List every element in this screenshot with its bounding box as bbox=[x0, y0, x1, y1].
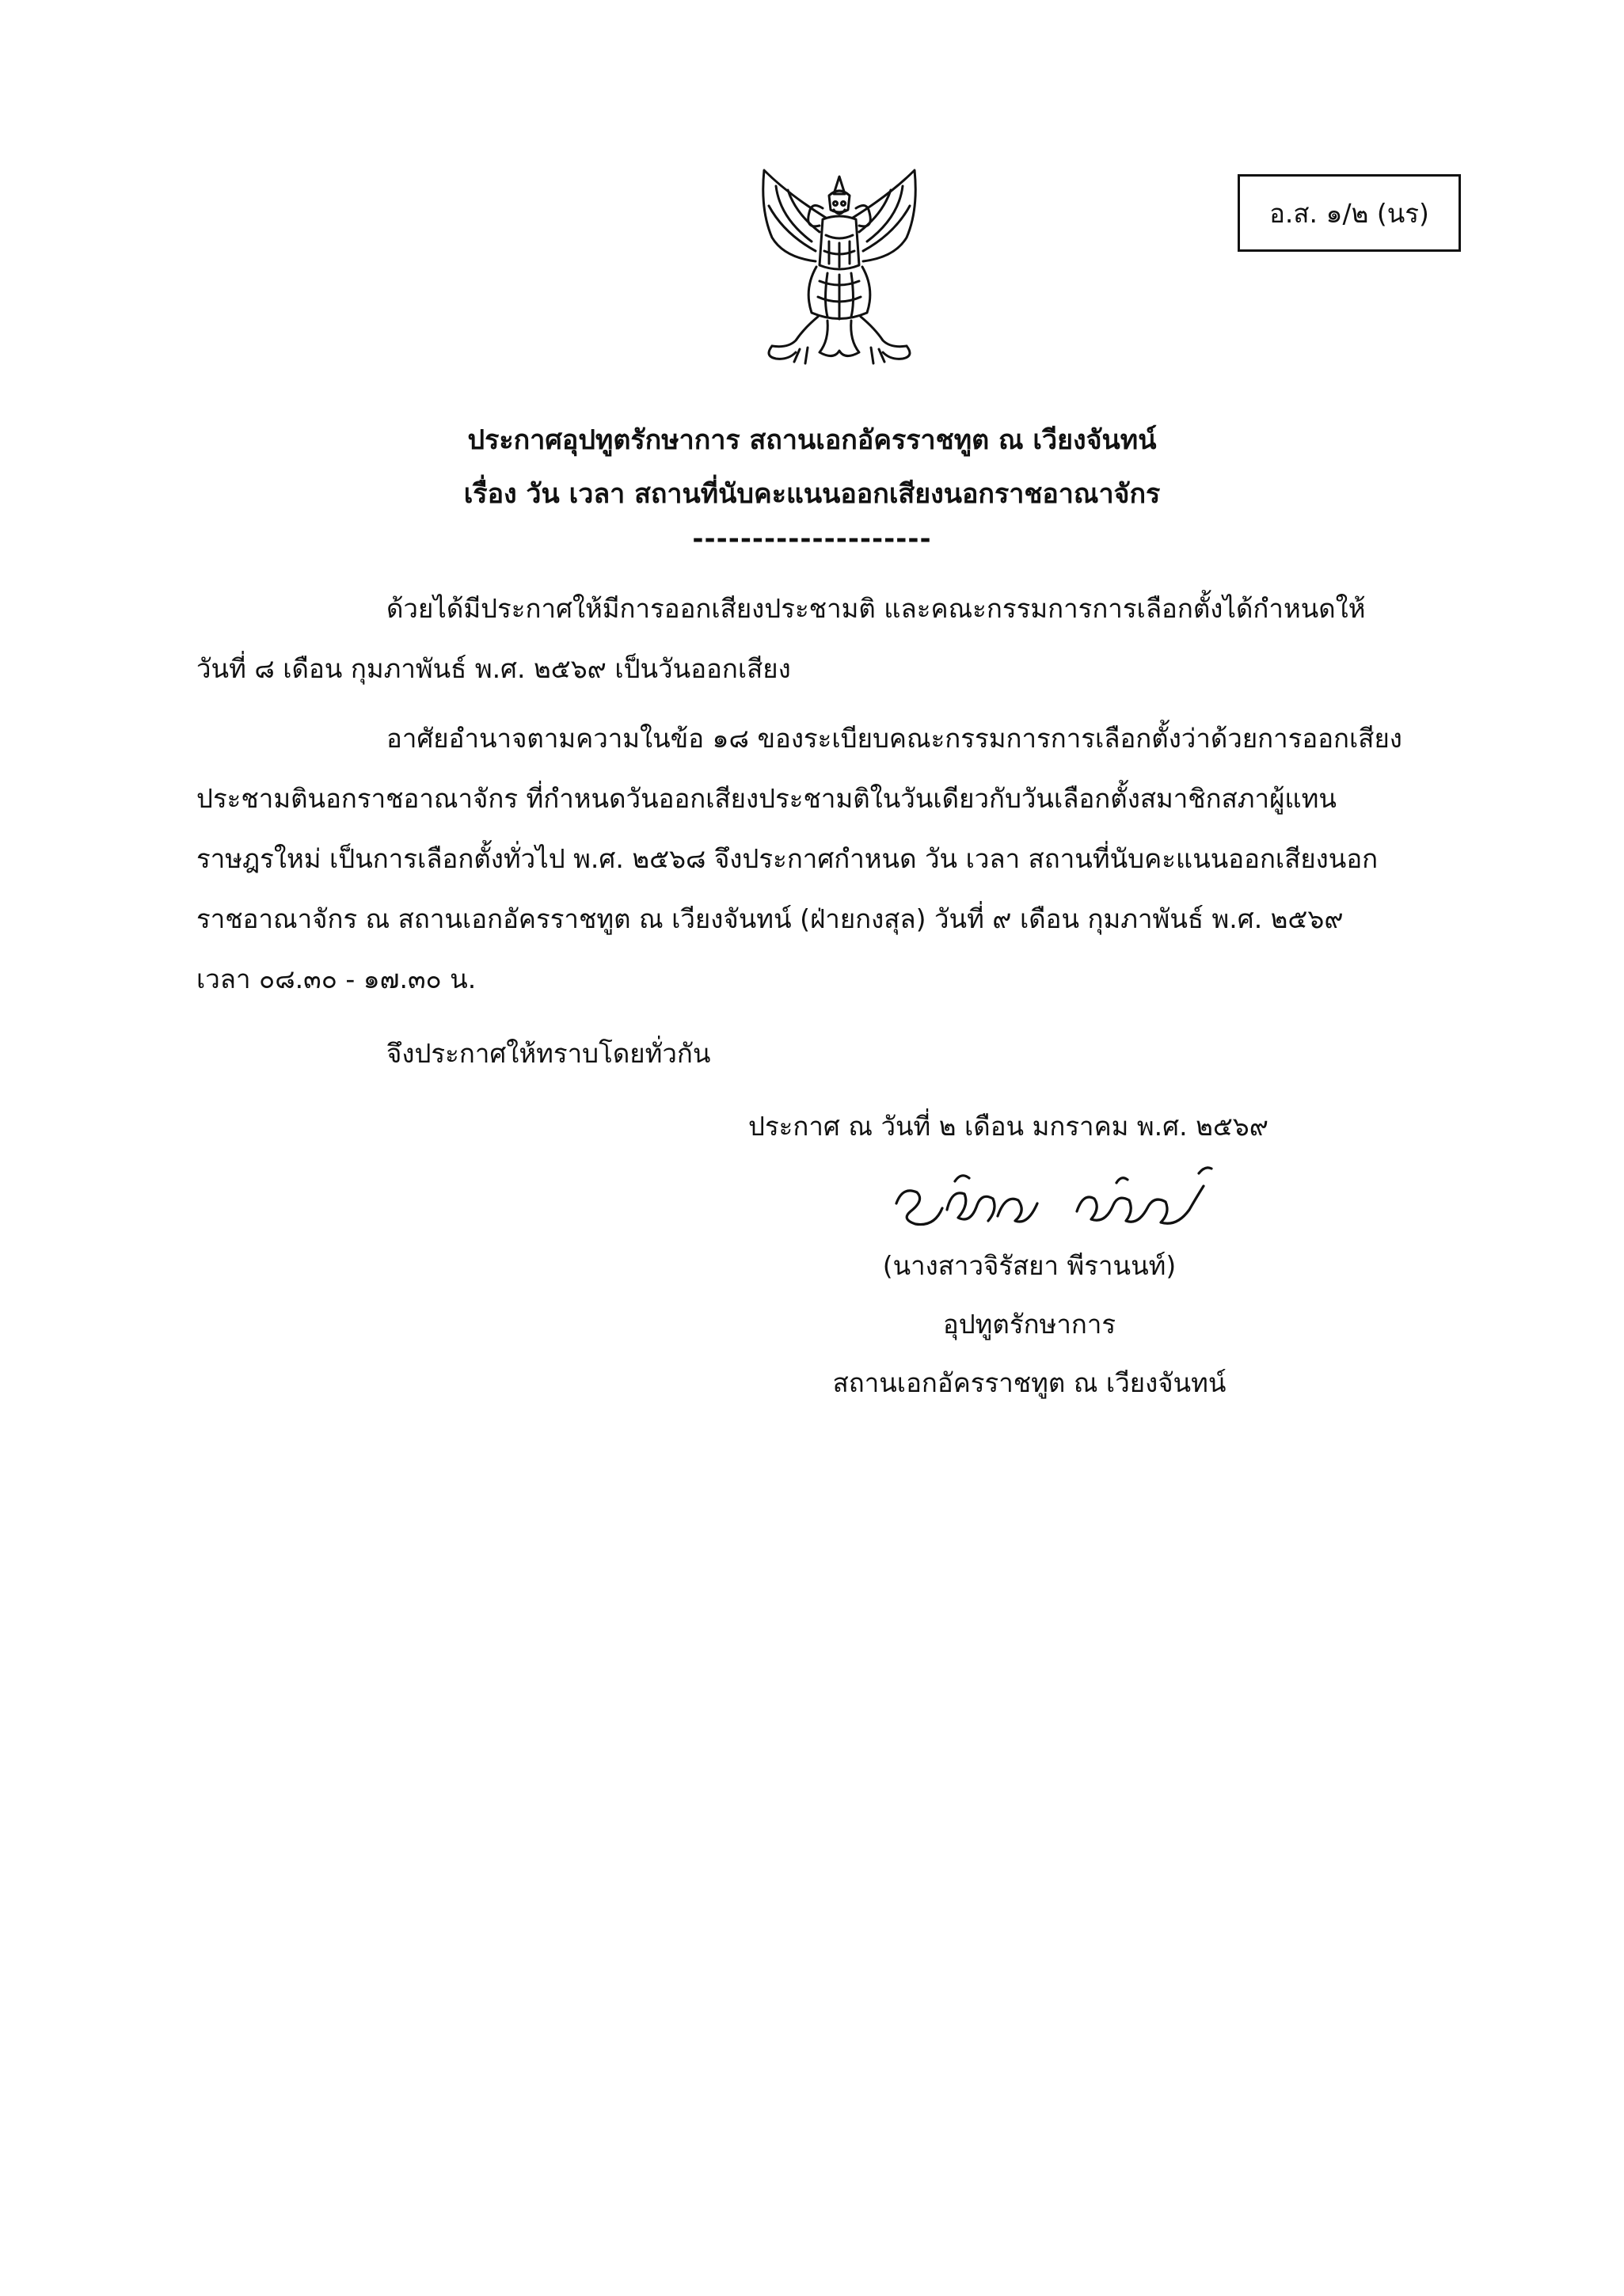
paragraph-2-line-4: ราชอาณาจักร ณ สถานเอกอัครราชทูต ณ เวียงจันทน์ (ฝ่ายกงสุล) วันที่ ๙ เดือน กุมภาพันธ์ พ.ศ. ๒๕๖๙ bbox=[196, 903, 1344, 934]
announcement-date: ประกาศ ณ วันที่ ๒ เดือน มกราคม พ.ศ. ๒๕๖๙ bbox=[748, 1111, 1268, 1142]
announcement-subject: เรื่อง วัน เวลา สถานที่นับคะแนนออกเสียงนอกราชอาณาจักร bbox=[463, 478, 1161, 510]
paragraph-2-line-3: ราษฎรใหม่ เป็นการเลือกตั้งทั่วไป พ.ศ. ๒๕๖๘ จึงประกาศกำหนด วัน เวลา สถานที่นับคะแนนออกเสียงนอก bbox=[196, 843, 1379, 874]
paragraph-1-line-1: ด้วยได้มีประกาศให้มีการออกเสียงประชามติ และคณะกรรมการการเลือกตั้งได้กำหนดให้ bbox=[386, 593, 1366, 624]
paragraph-1-line-2: วันที่ ๘ เดือน กุมภาพันธ์ พ.ศ. ๒๕๖๙ เป็นวันออกเสียง bbox=[196, 653, 791, 684]
title-divider: -------------------- bbox=[692, 523, 932, 555]
paragraph-2-line-5: เวลา ๐๘.๓๐ - ๑๗.๓๐ น. bbox=[196, 964, 477, 994]
signatory-office: สถานเอกอัครราชทูต ณ เวียงจันทน์ bbox=[832, 1367, 1227, 1398]
form-code-box: อ.ส. ๑/๒ (นร) bbox=[1238, 174, 1461, 252]
signatory-position: อุปทูตรักษาการ bbox=[942, 1309, 1116, 1340]
announcement-title: ประกาศอุปทูตรักษาการ สถานเอกอัครราชทูต ณ เวียงจันทน์ bbox=[467, 424, 1157, 456]
garuda-emblem-icon bbox=[740, 162, 938, 372]
paragraph-2-line-2: ประชามตินอกราชอาณาจักร ที่กำหนดวันออกเสียงประชามติในวันเดียวกับวันเลือกตั้งสมาชิกสภาผู้แทน bbox=[196, 783, 1337, 814]
handwritten-signature bbox=[879, 1154, 1227, 1241]
closing-statement: จึงประกาศให้ทราบโดยทั่วกัน bbox=[386, 1038, 711, 1069]
paragraph-2-line-1: อาศัยอำนาจตามความในข้อ ๑๘ ของระเบียบคณะกรรมการการเลือกตั้งว่าด้วยการออกเสียง bbox=[386, 723, 1402, 754]
signatory-name: (นางสาวจิรัสยา พีรานนท์) bbox=[882, 1250, 1177, 1281]
